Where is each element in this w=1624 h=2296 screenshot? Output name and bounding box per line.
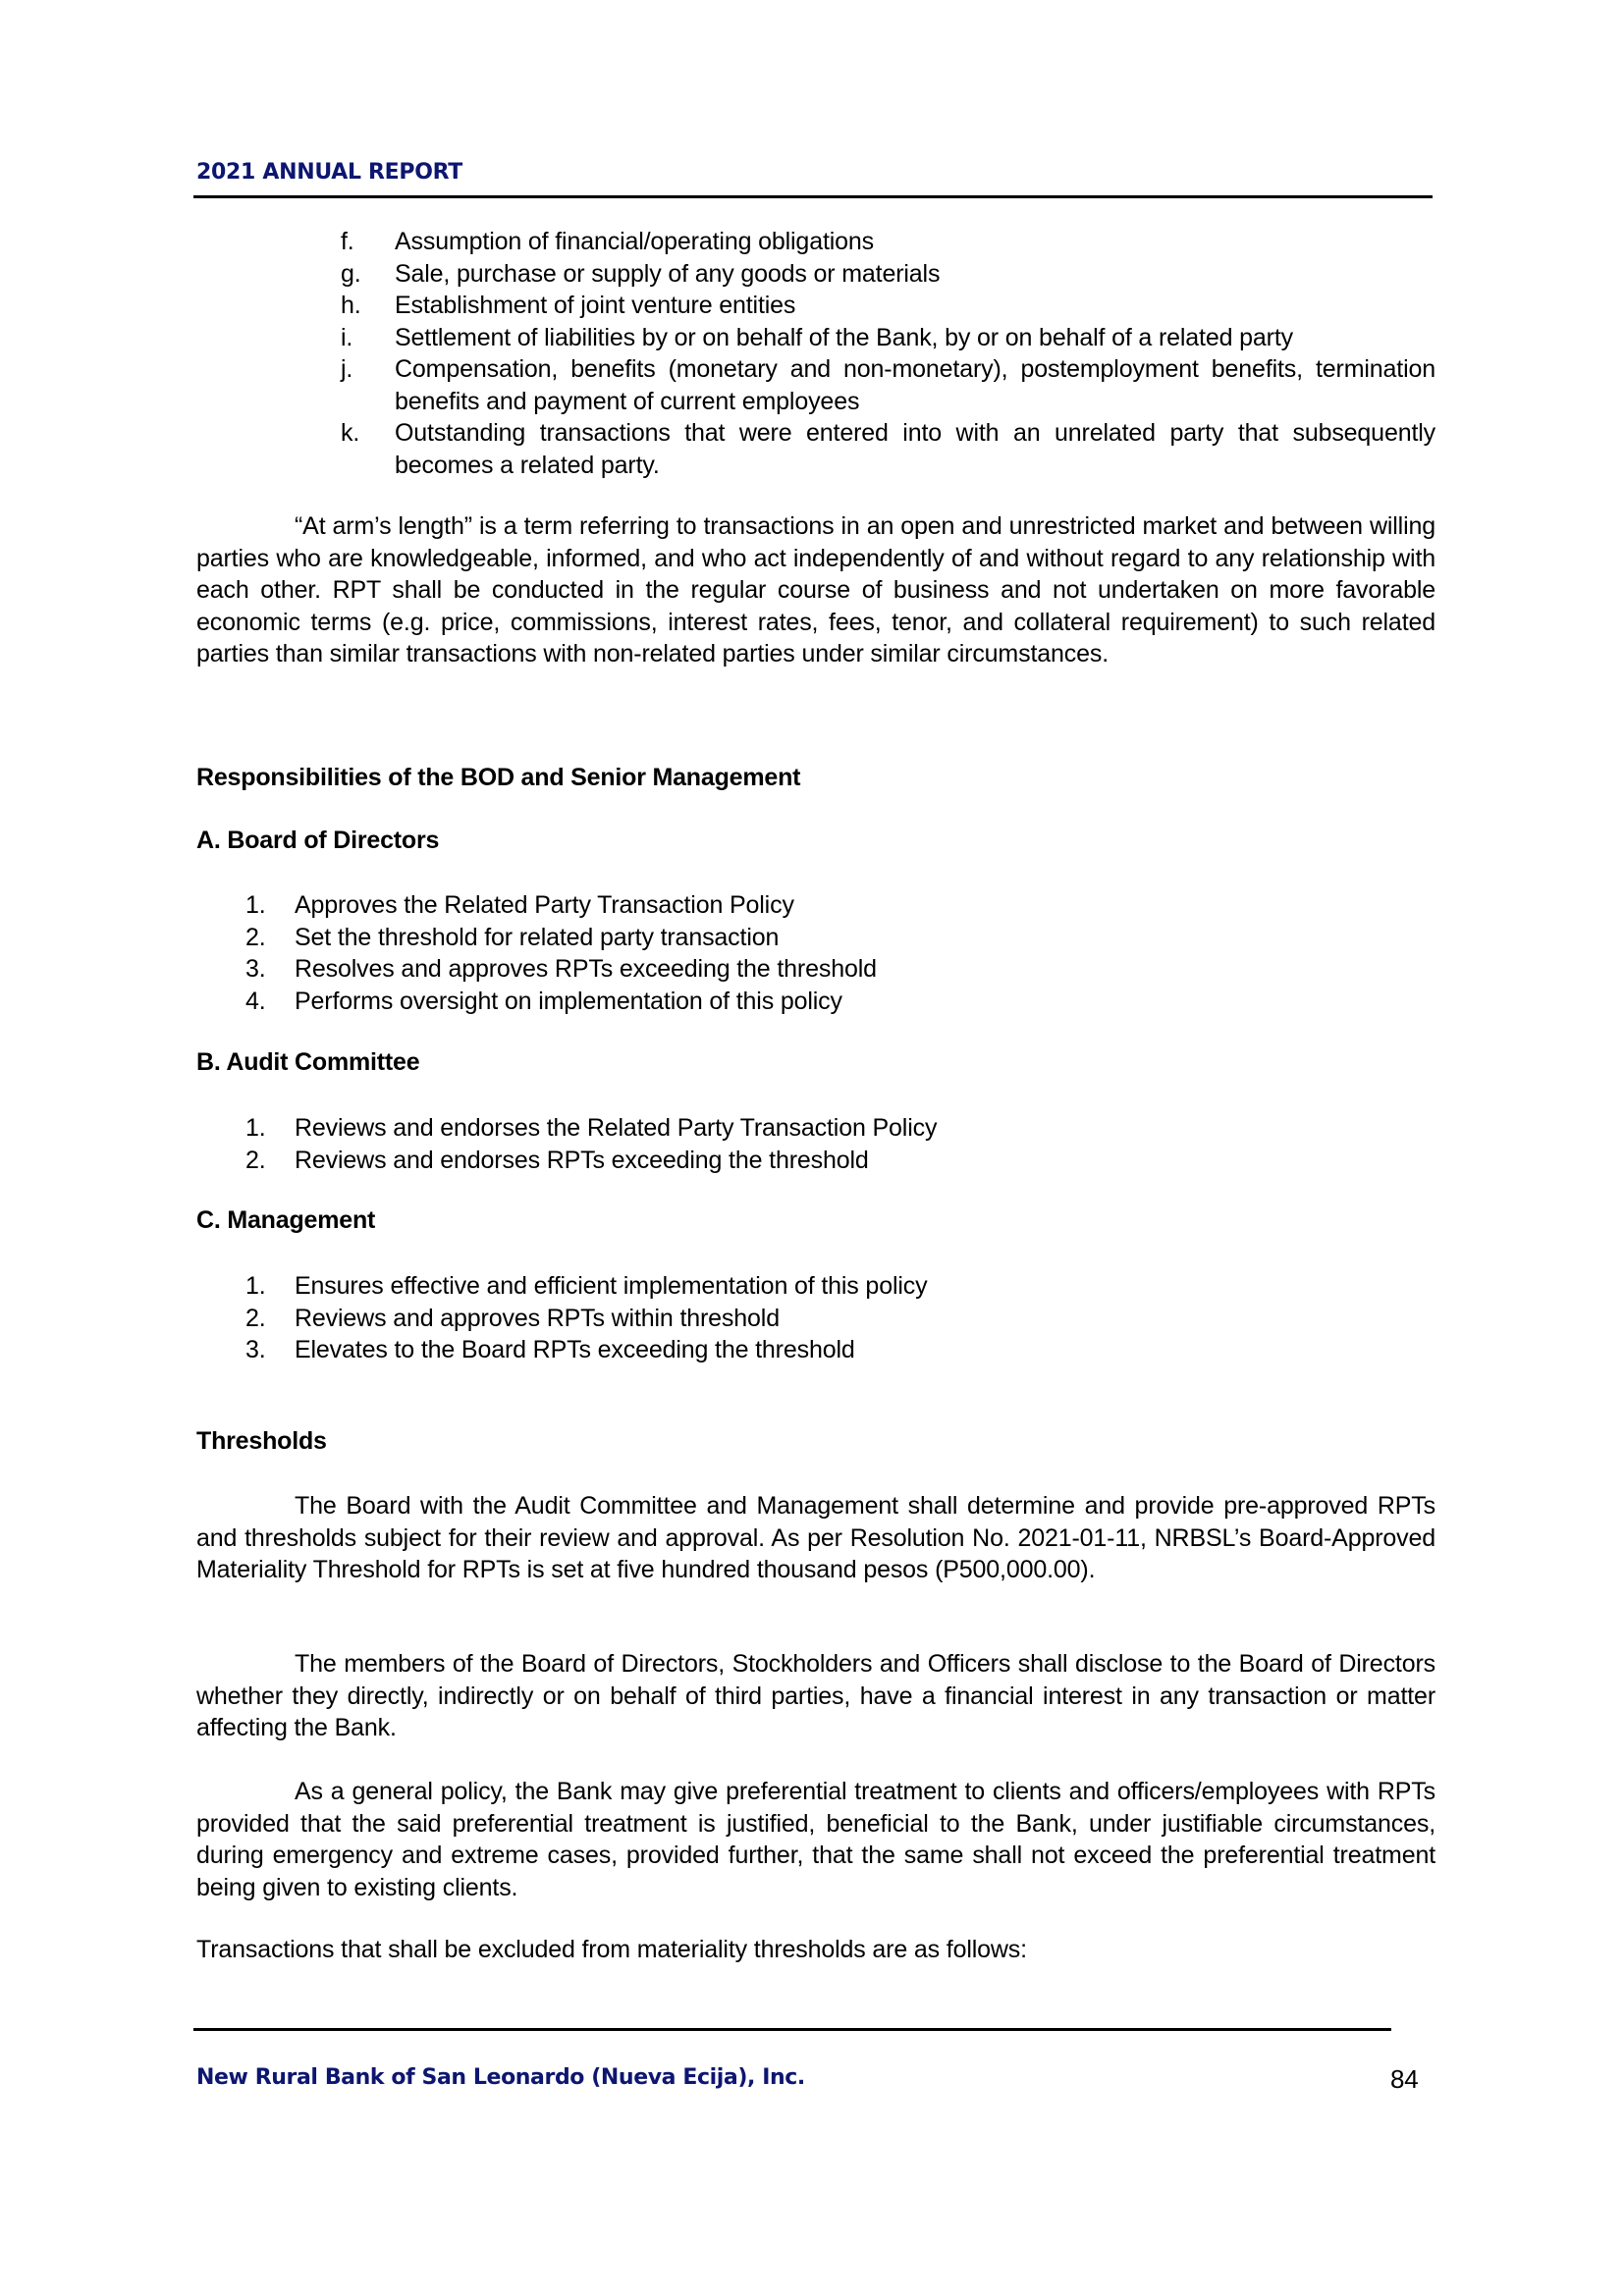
list-marker: j. [341, 355, 353, 383]
list-item-text: Outstanding transactions that were entered into with an unrelated party that subsequently becomes a related party. [395, 419, 1435, 479]
list-marker: f. [341, 228, 354, 255]
subheading-management: C. Management [196, 1206, 376, 1234]
list-marker: k. [341, 419, 360, 447]
list-item [341, 258, 1435, 291]
list-marker: 4. [245, 987, 266, 1015]
header-rule [193, 195, 1433, 198]
list-marker: 1. [245, 1272, 266, 1300]
list-marker: 3. [245, 1336, 266, 1363]
disclosure-paragraph [196, 1648, 1435, 1744]
excluded-transactions-intro [196, 1934, 1435, 1966]
list-item-text: Elevates to the Board RPTs exceeding the threshold [295, 1336, 855, 1363]
list-item [341, 226, 1435, 258]
list-item-text: Reviews and endorses the Related Party Transaction Policy [295, 1114, 938, 1142]
list-item [341, 322, 1435, 354]
list-item-text: Settlement of liabilities by or on behalf of the Bank, by or on behalf of a related party [395, 323, 1293, 351]
list-marker: 2. [245, 1304, 266, 1332]
footer-rule [193, 2028, 1391, 2031]
report-header-title: 2021 ANNUAL REPORT [196, 160, 462, 185]
list-item [341, 353, 1435, 417]
list-marker: 2. [245, 923, 266, 951]
section-heading-responsibilities: Responsibilities of the BOD and Senior Management [196, 764, 801, 791]
list-marker: g. [341, 259, 361, 288]
list-item-text: Reviews and approves RPTs within threshold [295, 1304, 780, 1332]
list-marker: 1. [245, 891, 266, 919]
thresholds-paragraph [196, 1490, 1435, 1586]
subheading-audit-committee: B. Audit Committee [196, 1048, 420, 1076]
list-item-text: Assumption of financial/operating obligations [395, 228, 875, 255]
related-transactions-list [341, 226, 1435, 481]
arms-length-text: “At arm’s length” is a term referring to transactions in an open and unrestricted market and between willing parties who are knowledgeable, informed, and who act independently of and without regard to any relationship with each other. RPT shall be conducted in the regular course of business and not undertaken on more favorable economic terms (e.g. price, commissions, interest rates, fees, tenor, and collateral requirement) to such related parties than similar transactions with non-related parties under similar circumstances. [196, 512, 1435, 667]
footer-organization-name: New Rural Bank of San Leonardo (Nueva Ecija), Inc. [196, 2065, 805, 2090]
list-item [341, 290, 1435, 322]
section-heading-thresholds: Thresholds [196, 1427, 327, 1455]
list-marker: 1. [245, 1114, 266, 1142]
list-marker: 3. [245, 955, 266, 983]
list-item-text: Compensation, benefits (monetary and non-monetary), postemployment benefits, termination benefits and payment of current employees [395, 355, 1435, 415]
disclosure-paragraph-text: The members of the Board of Directors, Stockholders and Officers shall disclose to the Board of Directors whether they directly, indirectly or on behalf of third parties, have a financial interest in any transaction or matter affecting the Bank. [196, 1650, 1435, 1741]
list-item-text: Reviews and endorses RPTs exceeding the threshold [295, 1146, 869, 1174]
list-item [341, 417, 1435, 481]
list-item-text: Ensures effective and efficient implementation of this policy [295, 1272, 928, 1300]
list-item-text: Set the threshold for related party transaction [295, 923, 780, 951]
subheading-board-of-directors: A. Board of Directors [196, 827, 440, 854]
list-marker: i. [341, 323, 353, 351]
thresholds-paragraph-text: The Board with the Audit Committee and Management shall determine and provide pre-approved RPTs and thresholds subject for their review and approval. As per Resolution No. 2021-01-11, NRBSL’s Board-Approved Materiality Threshold for RPTs is set at five hundred thousand pesos (P500,000.00). [196, 1492, 1435, 1583]
preferential-treatment-paragraph [196, 1776, 1435, 1903]
page-number: 84 [1390, 2064, 1419, 2094]
list-item-text: Approves the Related Party Transaction Policy [295, 891, 794, 919]
list-marker: 2. [245, 1146, 266, 1174]
list-item-text: Performs oversight on implementation of this policy [295, 987, 842, 1015]
excluded-transactions-text: Transactions that shall be excluded from materiality thresholds are as follows: [196, 1936, 1027, 1963]
list-item-text: Establishment of joint venture entities [395, 292, 796, 319]
list-marker: h. [341, 292, 361, 319]
preferential-treatment-text: As a general policy, the Bank may give preferential treatment to clients and officers/employees with RPTs provided that the said preferential treatment is justified, beneficial to the Bank, under justifiable circumstances, during emergency and extreme cases, provided further, that the same shall not exceed the preferential treatment being given to existing clients. [196, 1778, 1435, 1901]
list-item-text: Sale, purchase or supply of any goods or materials [395, 259, 941, 288]
list-item-text: Resolves and approves RPTs exceeding the threshold [295, 955, 877, 983]
arms-length-paragraph [196, 510, 1435, 670]
